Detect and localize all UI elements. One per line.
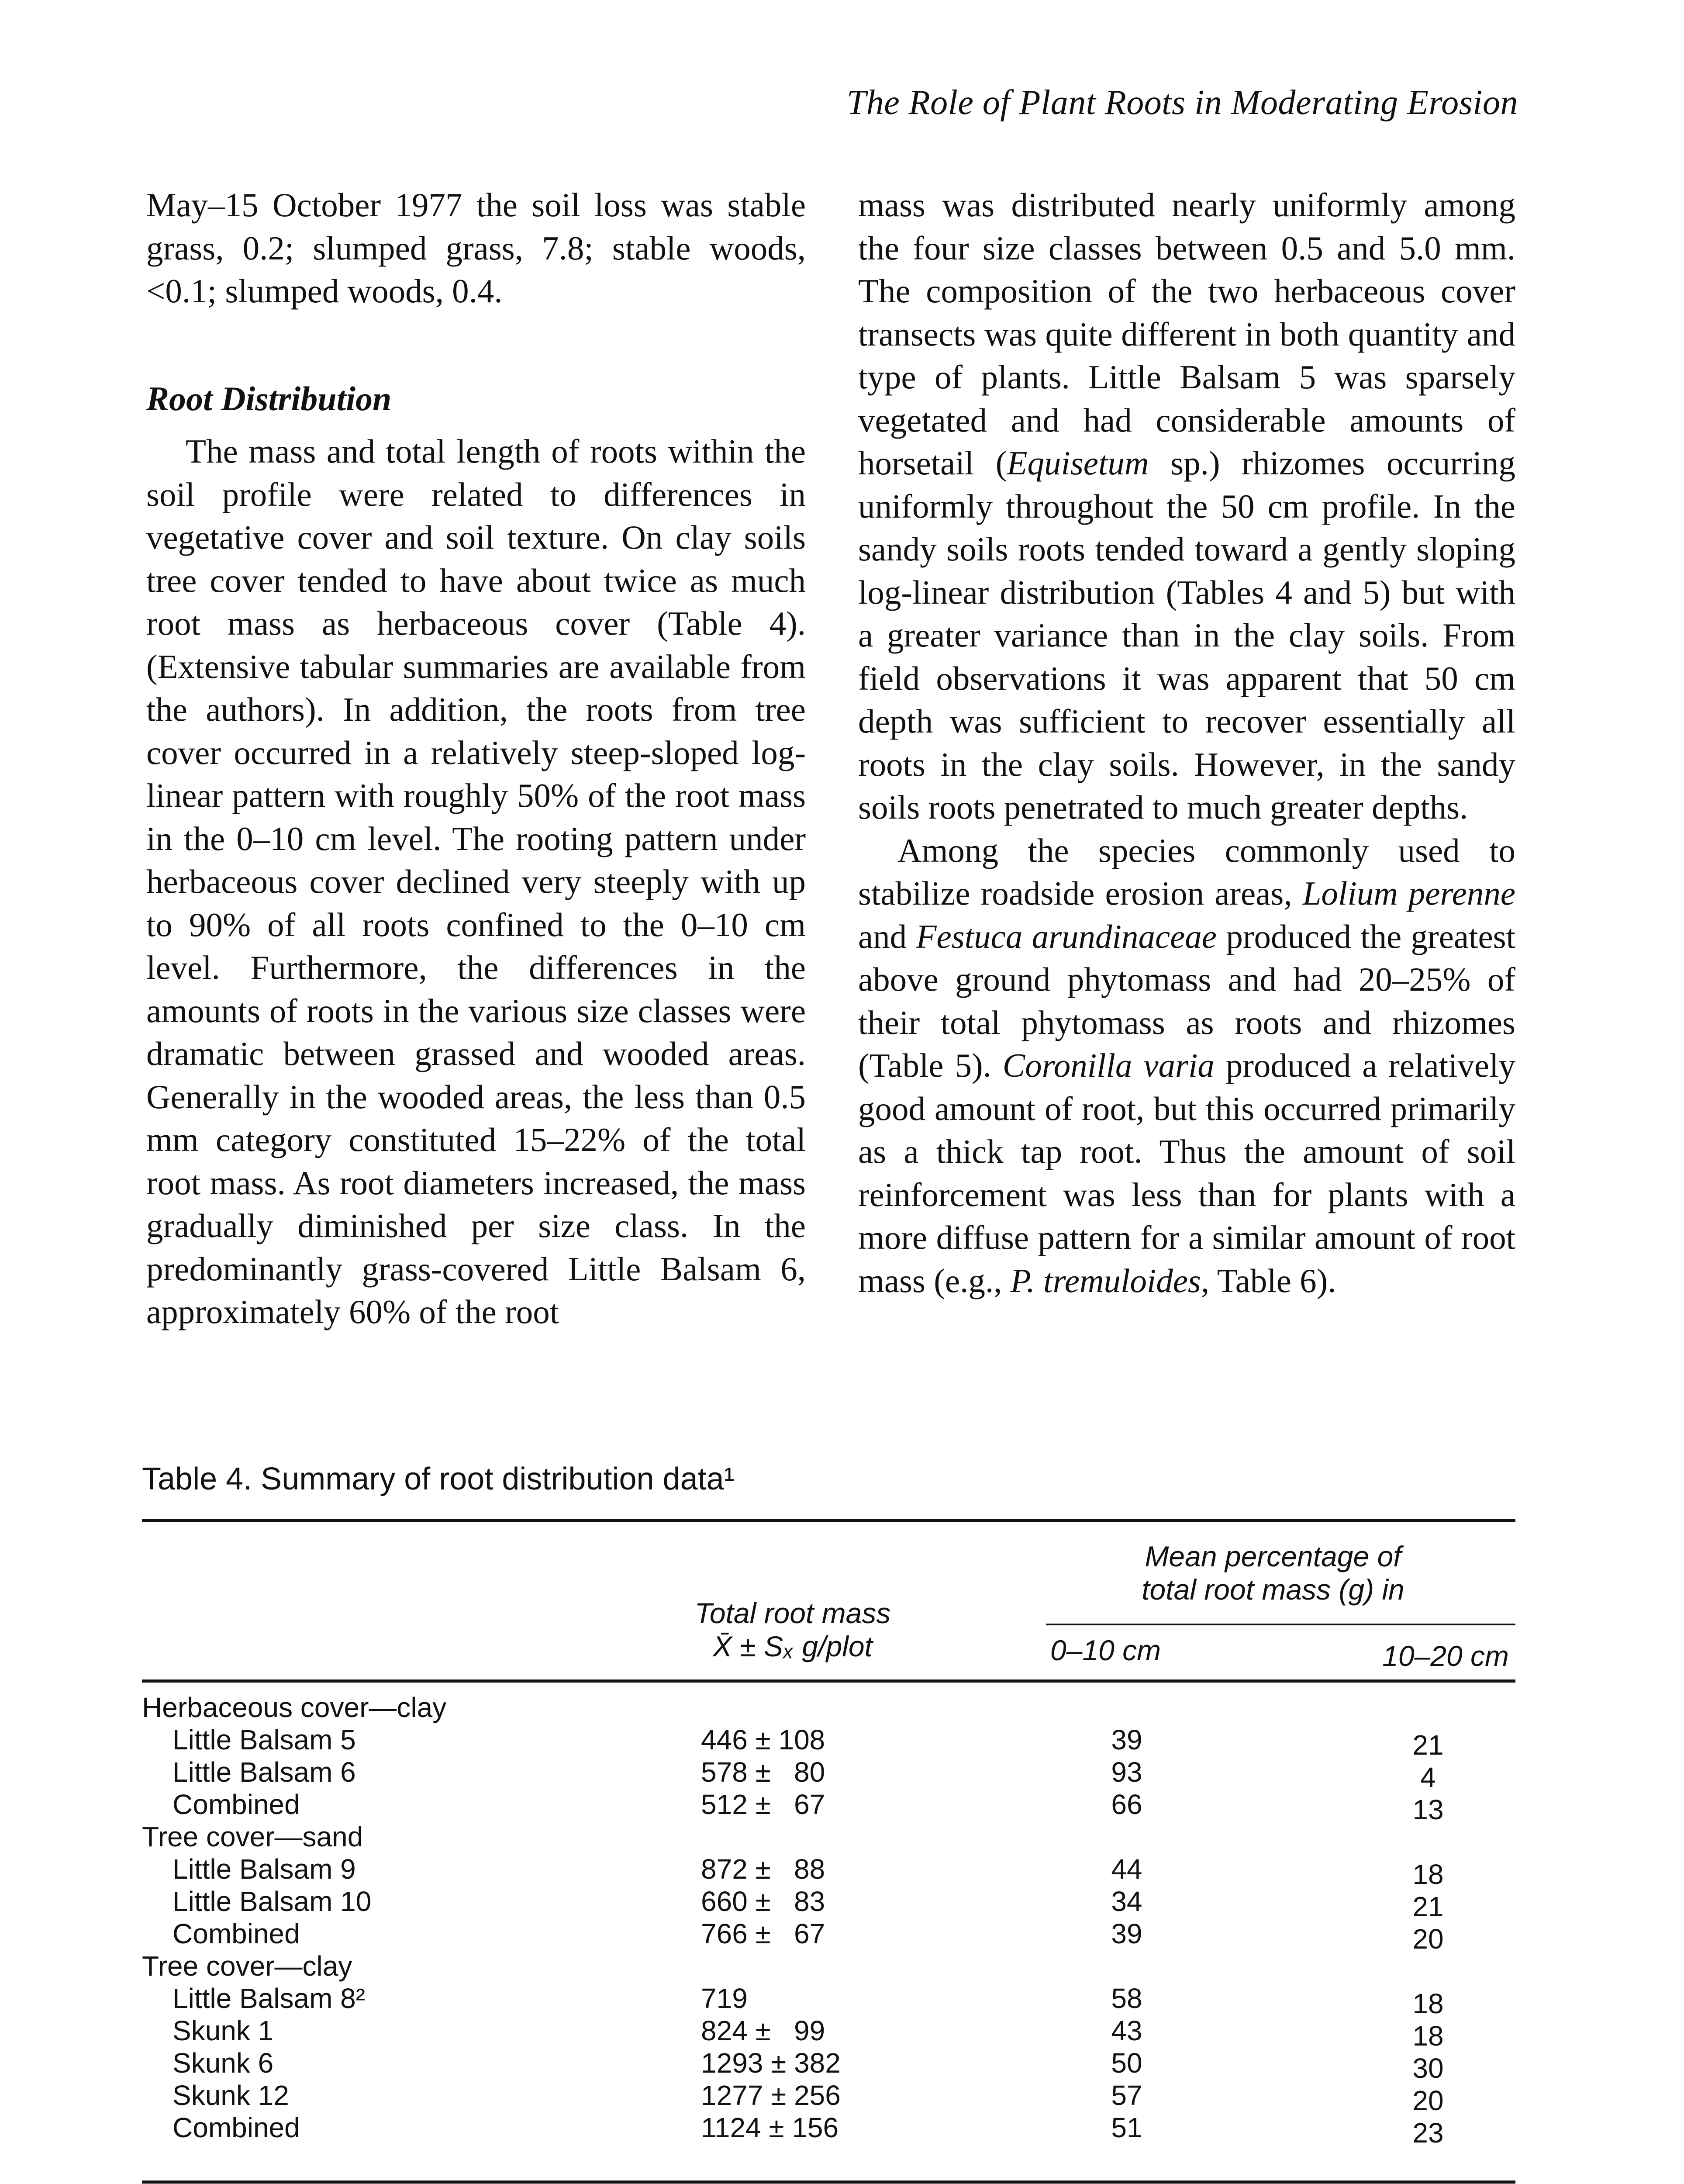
intro-paragraph: May–15 October 1977 the soil loss was stable grass, 0.2; slumped grass, 7.8; stable woods, <0.1; slumped woods, 0.4.	[146, 186, 806, 310]
table-cell-mass: 578 ± 80	[701, 1756, 825, 1788]
table-bottom-rule	[142, 2181, 1515, 2184]
header-mean-percentage: Mean percentage of total root mass (g) in	[1142, 1540, 1404, 1606]
table-cell-10-20: 30	[1412, 2053, 1444, 2084]
running-head: The Role of Plant Roots in Moderating Erosion	[846, 83, 1518, 122]
table-cell-0-10: 58	[1111, 1983, 1142, 2014]
table-cell-site: Skunk 1	[173, 2015, 274, 2046]
table-cell-10-20: 18	[1412, 1988, 1444, 2019]
table-cell-0-10: 39	[1111, 1724, 1142, 1755]
table-row	[142, 2079, 1515, 2116]
table-caption: Table 4. Summary of root distribution data¹	[142, 1462, 735, 1496]
table-header-rule	[142, 1679, 1515, 1683]
table-row	[142, 1982, 1515, 2019]
table-cell-site: Skunk 6	[173, 2047, 274, 2079]
table-header	[142, 1522, 1515, 1679]
header-total-root-mass: Total root mass X̄ ± Sₓ g/plot	[694, 1597, 891, 1662]
table-cell-mass: 1277 ± 256	[701, 2080, 841, 2111]
table-row	[142, 1788, 1515, 1825]
table-body	[142, 1683, 1515, 2181]
table-row	[142, 1724, 1515, 1761]
table-cell-0-10: 44	[1111, 1853, 1142, 1885]
table-cell-site: Combined	[173, 1789, 300, 1820]
table-cell-0-10: 93	[1111, 1756, 1142, 1788]
right-paragraph-2: Among the species commonly used to stabilize roadside erosion areas, Lolium perenne and Festuca arundinaceae produced the greatest above ground phytomass and had 20–25% of their total phytomass as roots and rhizomes (Table 5). Coronilla varia produced a relatively good amount of root, but this occurred primarily as a thick tap root. Thus the amount of soil reinforcement was less than for plants with a more diffuse pattern for a similar amount of root mass (e.g., P. tremuloides, Table 6).	[858, 831, 1515, 1299]
table-cell-mass: 660 ± 83	[701, 1886, 825, 1917]
table-cell-0-10: 39	[1111, 1918, 1142, 1949]
table-cell-mass: 766 ± 67	[701, 1918, 825, 1949]
table-cell-10-20: 21	[1412, 1891, 1444, 1922]
table-cell-0-10: 51	[1111, 2112, 1142, 2143]
table-cell-mass: 446 ± 108	[701, 1724, 825, 1755]
left-column	[146, 183, 806, 1334]
table-cell-10-20: 23	[1412, 2117, 1444, 2149]
header-col-10-20: 10–20 cm	[1382, 1640, 1509, 1672]
table-cell-site: Skunk 12	[173, 2080, 289, 2111]
table-cell-mass: 1124 ± 156	[701, 2112, 839, 2143]
table-cell-10-20: 18	[1412, 1859, 1444, 1890]
table-cell-0-10: 57	[1111, 2080, 1142, 2111]
table-cell-site: Little Balsam 9	[173, 1853, 356, 1885]
right-paragraph-1: mass was distributed nearly uniformly among the four size classes between 0.5 and 5.0 mm. The composition of the two herbaceous cover transects was quite different in both quantity and type of plants. Little Balsam 5 was sparsely vegetated and had considerable amounts of horsetail (Equisetum sp.) rhizomes occurring uniformly throughout the 50 cm profile. In the sandy soils roots tended toward a gently sloping log-linear distribution (Tables 4 and 5) but with a greater variance than in the clay soils. From field observations it was apparent that 50 cm depth was sufficient to recover essentially all roots in the clay soils. However, in the sandy soils roots penetrated to much greater depths.	[858, 186, 1515, 826]
table-cell-mass: 512 ± 67	[701, 1789, 825, 1820]
table-row	[142, 1756, 1515, 1793]
table-cell-site: Little Balsam 8²	[173, 1983, 366, 2014]
header-col-0-10: 0–10 cm	[1050, 1634, 1161, 1666]
table-cell-0-10: 50	[1111, 2047, 1142, 2079]
table-cell-site: Little Balsam 5	[173, 1724, 356, 1755]
table-cell-site: Combined	[173, 2112, 300, 2143]
table-cell-site: Little Balsam 10	[173, 1886, 372, 1917]
table-group-label: Tree cover—sand	[142, 1821, 363, 1852]
table-row	[142, 2111, 1515, 2149]
table-row	[142, 2047, 1515, 2084]
table-row	[142, 1918, 1515, 1955]
table-cell-0-10: 66	[1111, 1789, 1142, 1820]
table-cell-10-20: 20	[1412, 2085, 1444, 2116]
table-cell-site: Combined	[173, 1918, 300, 1949]
table-group-label: Herbaceous cover—clay	[142, 1692, 447, 1723]
table-row	[142, 2015, 1515, 2052]
table-cell-10-20: 13	[1412, 1794, 1444, 1825]
table-top-rule	[142, 1519, 1515, 1522]
table-cell-mass: 1293 ± 382	[701, 2047, 841, 2079]
table-cell-10-20: 4	[1420, 1762, 1436, 1793]
header-span-rule	[1046, 1624, 1515, 1625]
table-group-label: Tree cover—clay	[142, 1950, 352, 1982]
right-column	[858, 183, 1515, 1302]
table-row	[142, 1853, 1515, 1890]
table-cell-mass: 824 ± 99	[701, 2015, 825, 2046]
table-cell-0-10: 34	[1111, 1886, 1142, 1917]
table-cell-0-10: 43	[1111, 2015, 1142, 2046]
root-distribution-table	[142, 1519, 1515, 2184]
section-heading: Root Distribution	[146, 379, 392, 418]
table-row	[142, 1885, 1515, 1922]
table-cell-mass: 872 ± 88	[701, 1853, 825, 1885]
root-distribution-paragraph: The mass and total length of roots within the soil profile were related to differences in vegetative cover and soil texture. On clay soils tree cover tended to have about twice as much root mass as herbaceous cover (Table 4). (Extensive tabular summaries are available from the authors). In addition, the roots from tree cover occurred in a relatively steep-sloped log-linear pattern with roughly 50% of the root mass in the 0–10 cm level. The rooting pattern under herbaceous cover declined very steeply with up to 90% of all roots confined to the 0–10 cm level. Furthermore, the differences in the amounts of roots in the various size classes were dramatic between grassed and wooded areas. Generally in the wooded areas, the less than 0.5 mm category constituted 15–22% of the total root mass. As root diameters increased, the mass gradually diminished per size class. In the predominantly grass-covered Little Balsam 6, approximately 60% of the root	[146, 432, 806, 1330]
table-cell-site: Little Balsam 6	[173, 1756, 356, 1788]
table-cell-mass: 719	[701, 1983, 748, 2014]
table-cell-10-20: 21	[1412, 1729, 1444, 1761]
table-cell-10-20: 18	[1412, 2020, 1444, 2052]
table-cell-10-20: 20	[1412, 1923, 1444, 1955]
